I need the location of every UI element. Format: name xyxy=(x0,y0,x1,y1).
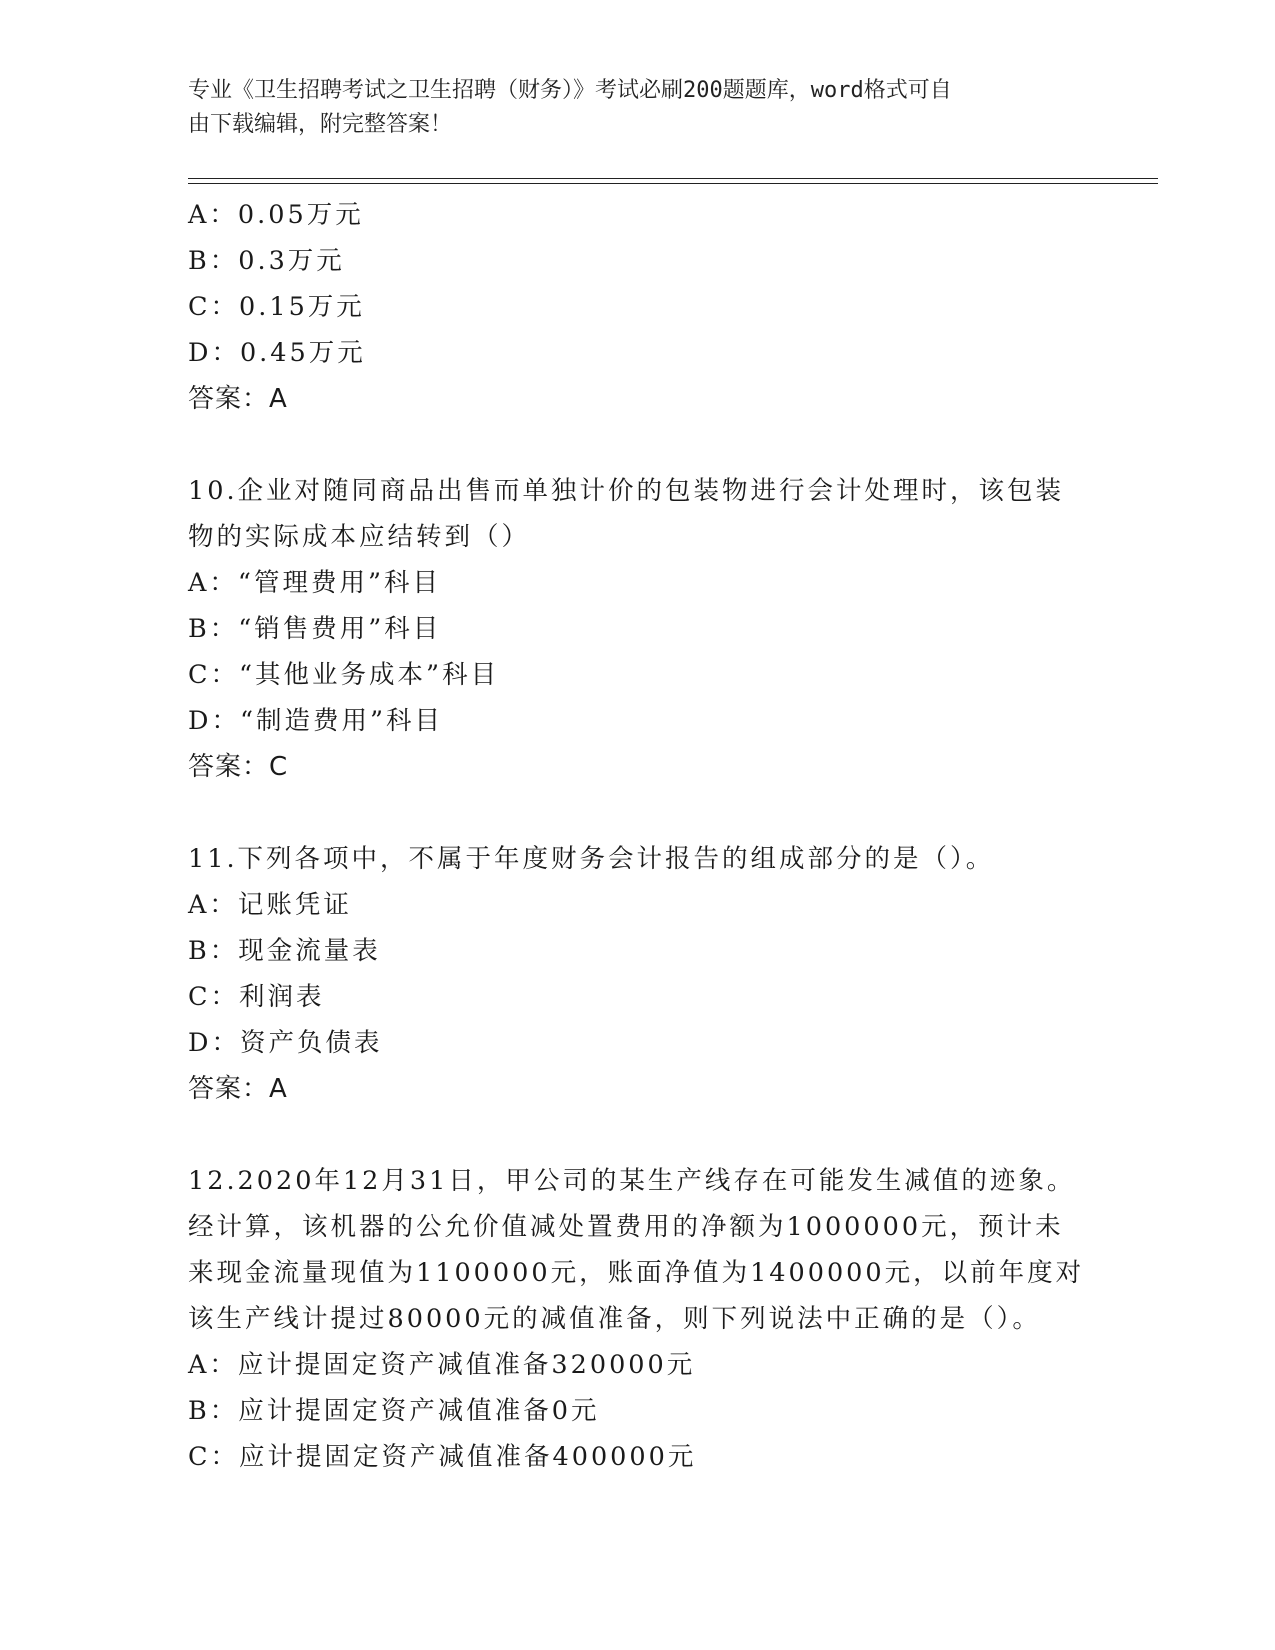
option-c: C：利润表 xyxy=(188,982,325,1012)
header-title-line-2: 由下载编辑，附完整答案！ xyxy=(188,112,453,137)
option-c: C：应计提固定资产减值准备400000元 xyxy=(188,1442,697,1472)
option-b: B：应计提固定资产减值准备0元 xyxy=(188,1396,600,1426)
option-c: C：“其他业务成本”科目 xyxy=(188,660,500,690)
header-title-line-1: 专业《卫生招聘考试之卫生招聘（财务）》考试必刷200题题库，word格式可自 xyxy=(188,78,952,103)
option-d: D：资产负债表 xyxy=(188,1028,383,1058)
option-a: A：“管理费用”科目 xyxy=(188,568,441,598)
question-stem: 该生产线计提过80000元的减值准备，则下列说法中正确的是（）。 xyxy=(188,1304,1041,1334)
option-b: B：“销售费用”科目 xyxy=(188,614,442,644)
option-b: B：现金流量表 xyxy=(188,936,381,966)
option-c: C：0.15万元 xyxy=(188,292,365,322)
option-a: A：应计提固定资产减值准备320000元 xyxy=(188,1350,696,1380)
option-a: A：记账凭证 xyxy=(188,890,352,920)
question-list xyxy=(188,192,1088,1480)
question-10 xyxy=(188,468,1088,790)
spacer xyxy=(188,1112,1088,1158)
question-12 xyxy=(188,1158,1088,1480)
answer: 答案：A xyxy=(188,1074,288,1104)
document-header xyxy=(188,74,1068,142)
question-stem: 来现金流量现值为1100000元，账面净值为1400000元，以前年度对 xyxy=(188,1258,1085,1288)
header-divider-bottom xyxy=(188,183,1158,184)
spacer xyxy=(188,790,1088,836)
option-d: D：“制造费用”科目 xyxy=(188,706,444,736)
option-d: D：0.45万元 xyxy=(188,338,366,368)
option-a: A：0.05万元 xyxy=(188,200,364,230)
spacer xyxy=(188,422,1088,468)
answer: 答案：A xyxy=(188,384,288,414)
question-stem: 经计算，该机器的公允价值减处置费用的净额为1000000元，预计未 xyxy=(188,1212,1064,1242)
question-stem: 10.企业对随同商品出售而单独计价的包装物进行会计处理时，该包装 xyxy=(188,476,1065,506)
question-11 xyxy=(188,836,1088,1112)
question-9-tail xyxy=(188,192,1088,422)
question-stem: 12.2020年12月31日，甲公司的某生产线存在可能发生减值的迹象。 xyxy=(188,1166,1076,1196)
header-divider-top xyxy=(188,178,1158,179)
question-stem: 物的实际成本应结转到（） xyxy=(188,522,531,552)
option-b: B：0.3万元 xyxy=(188,246,345,276)
answer: 答案：C xyxy=(188,752,289,782)
question-stem: 11.下列各项中，不属于年度财务会计报告的组成部分的是（）。 xyxy=(188,844,995,874)
